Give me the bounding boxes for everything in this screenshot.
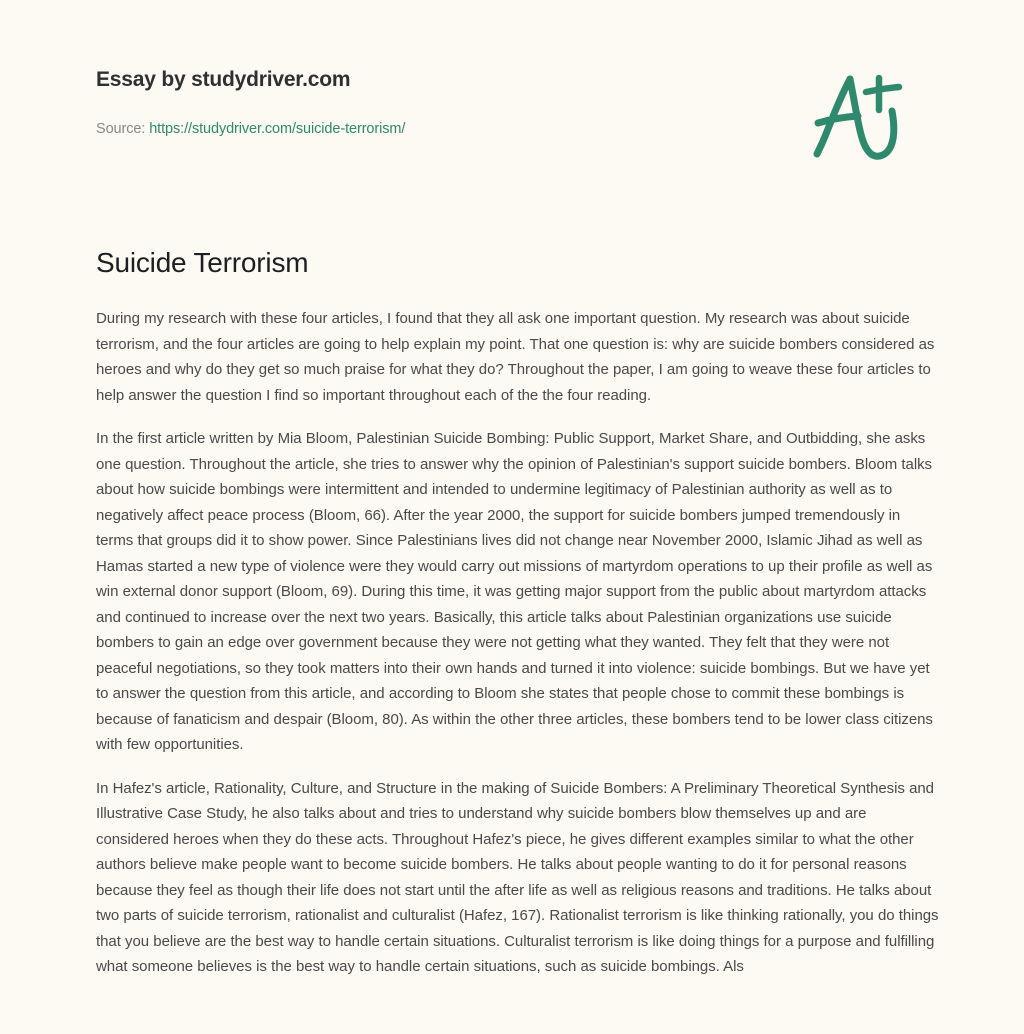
paragraph: In the first article written by Mia Bloom, Palestinian Suicide Bombing: Public Support, Market Share, and Outbidding, she asks one question. Throughout the article, she tries to answer why the opinion of Palestinian's support suicide bombers. Bloom talks about how suicide bombings were intermittent and intended to undermine legitimacy of Palestinian authority as well as to negatively affect peace process (Bloom, 66). After the year 2000, the support for suicide bombers jumped tremendously in terms that groups did it to show power. Since Palestinians lives did not change near November 2000, Islamic Jihad as well as Hamas started a new type of violence were they would carry out missions of martyrdom operations to up their profile as well as win external donor support (Bloom, 69). During this time, it was getting major support from the public about martyrdom attacks and continued to increase over the next two years. Basically, this article talks about Palestinian organizations use suicide bombers to gain an edge over government because they were not getting what they wanted. They felt that they were not peaceful negotiations, so they took matters into their own hands and turned it into violence: suicide bombings. But we have yet to answer the question from this article, and according to Bloom she states that people chose to commit these bombings is because of fanaticism and despair (Bloom, 80). As within the other three articles, these bombers tend to be lower class citizens with few opportunities. <box>96 430 933 753</box>
paragraph: During my research with these four articles, I found that they all ask one important question. My research was about suicide terrorism, and the four articles are going to help explain my point. That one question is: why are suicide bombers considered as heroes and why do they get so much praise for what they do? Throughout the paper, I am going to weave these four articles to help answer the question I find so important throughout each of the the four reading. <box>96 310 935 404</box>
page-title: Suicide Terrorism <box>96 247 309 278</box>
article-paragraphs <box>96 306 940 980</box>
page-header <box>0 0 1024 200</box>
source-url-link[interactable]: https://studydriver.com/suicide-terrorism/ <box>149 121 406 137</box>
source-label: Source: <box>96 121 146 137</box>
a-plus-logo-icon <box>806 66 916 166</box>
article-body <box>96 246 940 980</box>
essay-byline: Essay by studydriver.com <box>96 68 351 91</box>
a-plus-logo <box>806 66 916 166</box>
paragraph: In Hafez's article, Rationality, Culture, and Structure in the making of Suicide Bombers: A Preliminary Theoretical Synthesis and Illustrative Case Study, he also talks about and tries to understand why suicide bombers blow themselves up and are considered heroes when they do these acts. Throughout Hafez's piece, he gives different examples similar to what the other authors believe make people want to become suicide bombers. He talks about people wanting to do it for personal reasons because they feel as though their life does not start until the after life as well as religious reasons and traditions. He talks about two parts of suicide terrorism, rationalist and culturalist (Hafez, 167). Rationalist terrorism is like thinking rationally, you do things that you believe are the best way to handle certain situations. Culturalist terrorism is like doing things for a purpose and fulfilling what someone believes is the best way to handle certain situations, such as suicide bombings. Als <box>96 779 939 975</box>
source-line <box>96 121 405 137</box>
